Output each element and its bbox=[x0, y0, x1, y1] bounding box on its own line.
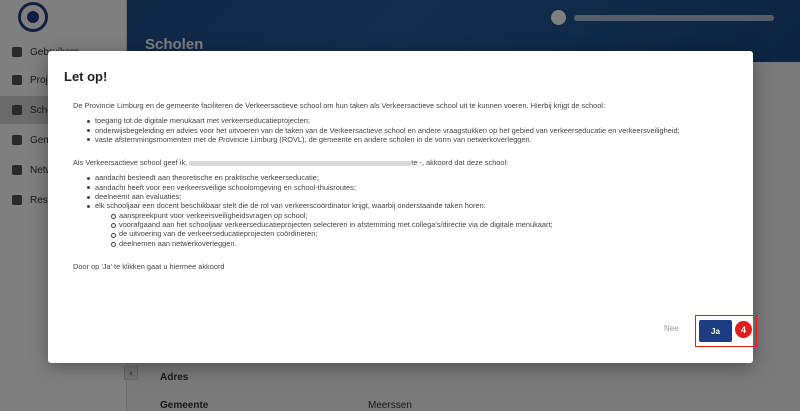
list-item: aandacht besteedt aan theoretische en praktische verkeerseducatie; bbox=[87, 173, 743, 182]
list-item: aanspreekpunt voor verkeersveiligheidsvragen op school; bbox=[111, 211, 743, 220]
list-item: toegang tot de digitale menukaart met verkeerseducatieprojecten; bbox=[87, 116, 743, 125]
list-item: de uitvoering van de verkeerseducatieprojecten coördineren; bbox=[111, 229, 743, 238]
agreement-suffix: te -, akkoord dat deze school: bbox=[411, 158, 509, 168]
list-item: deelneemt aan evaluaties; bbox=[87, 192, 743, 201]
list-item: vaste afstemmingsmomenten met de Provincie Limburg (ROVL), de gemeente en andere scholen in de vorm van netwerkoverleggen. bbox=[87, 135, 743, 144]
no-button[interactable]: Nee bbox=[664, 324, 679, 333]
list-item: elk schooljaar een docent beschikbaar stelt die de rol van verkeerscoördinator krijgt, waarbij onderstaande taken horen: bbox=[87, 201, 743, 210]
intro-text: De Provincie Limburg en de gemeente faciliteren de Verkeersactieve school om hun taken als Verkeersactieve school uit te kunnen voeren. Hierbij krijgt de school: bbox=[73, 101, 606, 110]
list-item: voorafgaand aan het schooljaar verkeerseducatieprojecten selecteren in afstemming met collega's/directie via de digitale menukaart; bbox=[111, 220, 743, 229]
benefits-list bbox=[73, 116, 743, 144]
list-item: aandacht heeft voor een verkeersveilige schoolomgeving en school-thuisroutes; bbox=[87, 183, 743, 192]
dialog-title: Let op! bbox=[64, 69, 108, 84]
dialog-body bbox=[73, 101, 743, 271]
agreement-prefix: Als Verkeersactieve school geef ik, bbox=[73, 158, 188, 168]
closing-text: Door op 'Ja' te klikken gaat u hiermee akkoord bbox=[73, 261, 225, 271]
tasks-list bbox=[73, 211, 743, 248]
commitments-list bbox=[73, 173, 743, 210]
redacted-name bbox=[189, 161, 411, 166]
list-item: deelnemen aan netwerkoverleggen. bbox=[111, 239, 743, 248]
agreement-text bbox=[73, 158, 743, 167]
confirmation-dialog bbox=[48, 51, 753, 363]
step-number-badge: 4 bbox=[735, 321, 752, 338]
list-item: onderwijsbegeleiding en advies voor het uitvoeren van de taken van de Verkeersactieve school en andere vraagstukken op het gebied van verkeerseducatie en verkeersveiligheid; bbox=[87, 126, 743, 135]
yes-button[interactable]: Ja bbox=[699, 320, 732, 342]
